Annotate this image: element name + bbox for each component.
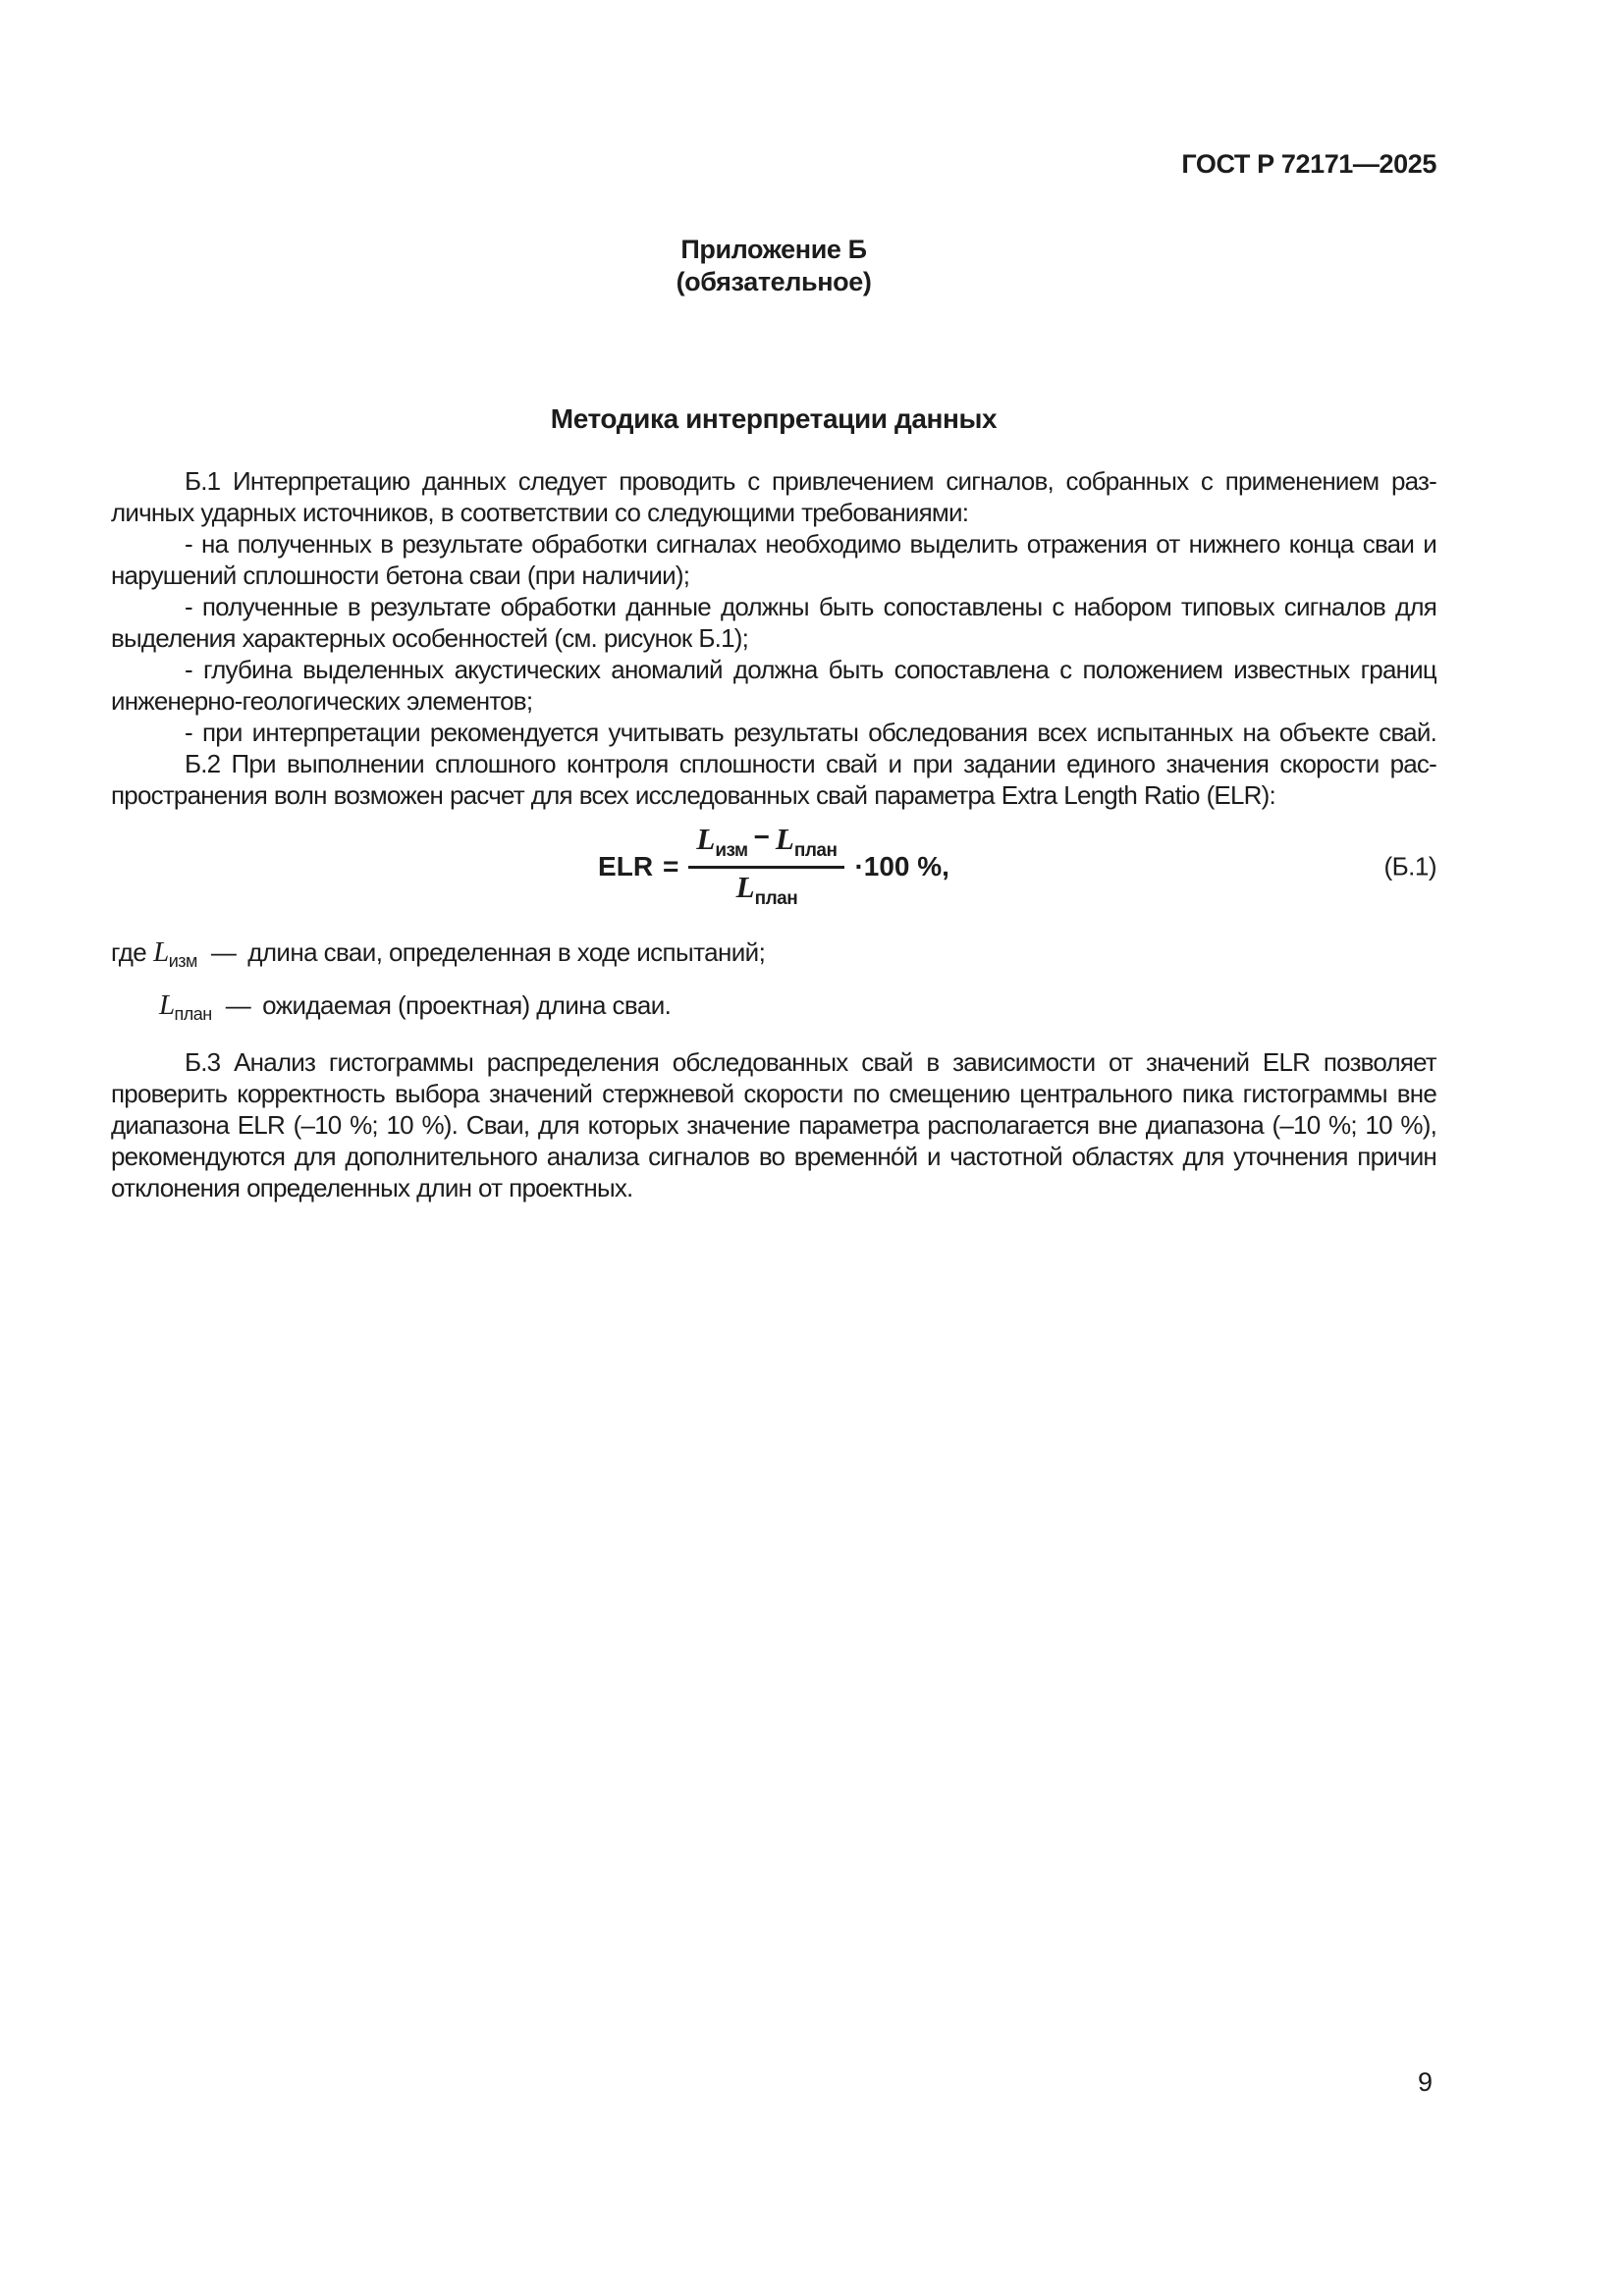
paragraph-line: Б.1 Интерпретацию данных следует проводить с привлечением сигналов, собранных с применением раз-	[185, 466, 1436, 496]
paragraph-line: выделения характерных особенностей (см. рисунок Б.1);	[111, 623, 749, 653]
formula-lhs: ELR	[598, 851, 654, 881]
subscript-plan: план	[174, 1004, 212, 1023]
subscript-izm: изм	[715, 840, 748, 861]
definition-line	[111, 989, 1436, 1023]
definition-text: ожидаемая (проектная) длина сваи.	[262, 990, 672, 1020]
minus-sign: −	[753, 822, 770, 852]
paragraph-line: пространения волн возможен расчет для всех исследованных свай параметра Extra Length Ratio (ELR):	[111, 780, 1275, 810]
paragraphs-b1	[111, 465, 1436, 811]
equals-sign: =	[663, 851, 679, 881]
paragraph-line: Б.2 При выполнении сплошного контроля сплошности свай и при задании единого значения скорости рас-	[185, 749, 1436, 778]
em-dash: —	[210, 937, 237, 967]
section-title: Методика интерпретации данных	[550, 403, 998, 434]
formula-block	[111, 823, 1436, 911]
definition-text: длина сваи, определенная в ходе испытаний;	[247, 937, 766, 967]
length-symbol: L	[696, 822, 716, 856]
paragraph-line: рекомендуются для дополнительного анализа сигналов во временно́й и частотной областях для уточнения причин	[111, 1142, 1436, 1171]
fraction	[688, 824, 844, 910]
page-number: 9	[1417, 2067, 1433, 2097]
definition-line	[111, 936, 1436, 970]
paragraph-line: - при интерпретации рекомендуется учитывать результаты обследования всех испытанных на объекте свай.	[185, 718, 1436, 747]
length-symbol: L	[153, 936, 169, 968]
formula-multiplier: ·100 %,	[854, 851, 949, 881]
subscript-plan: план	[754, 888, 798, 909]
length-symbol: L	[735, 870, 755, 904]
formula-number: (Б.1)	[1383, 851, 1436, 881]
paragraph-line: отклонения определенных длин от проектных.	[111, 1173, 633, 1202]
appendix-title: Приложение Б	[680, 235, 867, 264]
subscript-plan: план	[793, 840, 838, 861]
appendix-subtitle: (обязательное)	[676, 267, 872, 296]
where-label: где	[111, 937, 147, 967]
paragraph-line: Б.3 Анализ гистограммы распределения обследованных свай в зависимости от значений ELR позволяет	[185, 1047, 1436, 1077]
paragraph-line: диапазона ELR (–10 %; 10 %). Сваи, для которых значение параметра располагается вне диапазона (–10 %; 10 %),	[111, 1110, 1436, 1140]
document-number: ГОСТ Р 72171—2025	[1181, 149, 1436, 179]
length-symbol: L	[775, 822, 794, 856]
elr-formula	[598, 824, 949, 910]
fraction-denominator	[736, 869, 798, 910]
fraction-numerator	[688, 824, 844, 869]
length-symbol: L	[159, 989, 175, 1021]
paragraph-line: - на полученных в результате обработки сигналах необходимо выделить отражения от нижнего конца сваи и	[185, 529, 1436, 559]
paragraph-line: инженерно-геологических элементов;	[111, 686, 533, 716]
symbol-definitions	[111, 936, 1436, 1023]
paragraph-line: проверить корректность выбора значений стержневой скорости по смещению центрального пика гистограммы вне	[111, 1079, 1436, 1108]
paragraphs-b3	[111, 1046, 1436, 1203]
paragraph-line: - полученные в результате обработки данные должны быть сопоставлены с набором типовых сигналов для	[185, 592, 1436, 621]
subscript-izm: изм	[168, 951, 197, 970]
paragraph-line: личных ударных источников, в соответствии со следующими требованиями:	[111, 498, 969, 527]
paragraph-line: - глубина выделенных акустических аномалий должна быть сопоставлена с положением известных границ	[185, 655, 1436, 684]
em-dash: —	[225, 990, 251, 1020]
appendix-heading	[111, 234, 1436, 298]
paragraph-line: нарушений сплошности бетона сваи (при наличии);	[111, 561, 690, 590]
